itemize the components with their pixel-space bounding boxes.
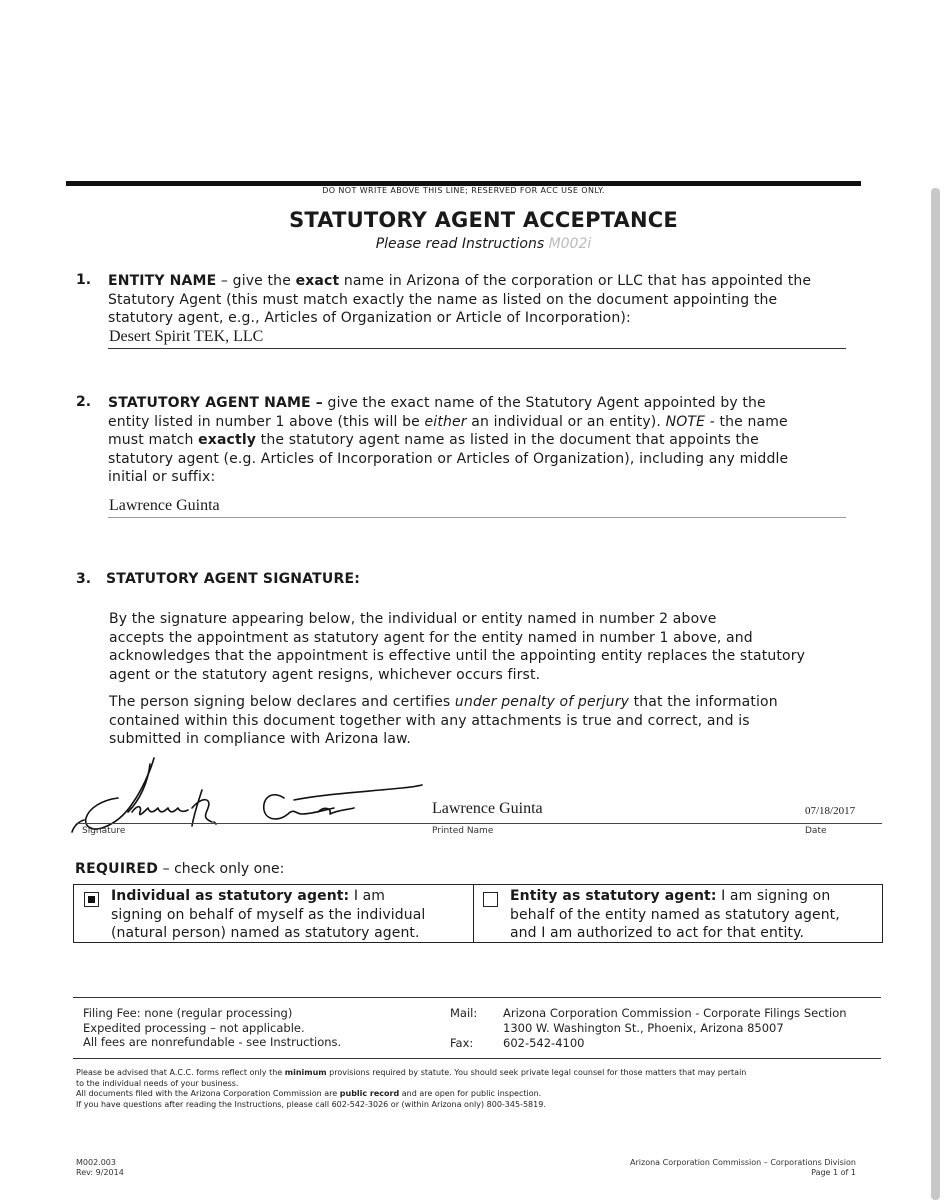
- entity-checkbox[interactable]: [483, 892, 498, 907]
- form-number: M002.003: [76, 1158, 116, 1167]
- agency-name: Arizona Corporation Commission – Corporations Division: [630, 1158, 856, 1167]
- entity-option-title: Entity as statutory agent:: [510, 888, 717, 904]
- fax-label: Fax:: [450, 1036, 474, 1050]
- section-2-text: STATUTORY AGENT NAME – give the exact name of the Statutory Agent appointed by the entity listed in number 1 above (this will be either an individual or an entity). NOTE - the name must match exactly the statutory agent name as listed in the document that appoints the statutory agent (e.g. Articles of Incorporation or Articles of Organization), including any middle initial or suffix:: [108, 395, 789, 485]
- section-1-number: 1.: [76, 272, 92, 288]
- section-2-heading: STATUTORY AGENT NAME –: [108, 395, 323, 411]
- entity-name-line: [108, 348, 846, 349]
- nonrefundable-text: All fees are nonrefundable - see Instructions.: [83, 1035, 342, 1049]
- agent-name-line: [108, 517, 846, 518]
- reserved-line-note: DO NOT WRITE ABOVE THIS LINE; RESERVED FOR ACC USE ONLY.: [322, 186, 605, 195]
- fax-number: 602-542-4100: [503, 1036, 585, 1050]
- agent-name-value: Lawrence Guinta: [109, 497, 220, 514]
- section-2-number: 2.: [76, 394, 92, 410]
- entity-name-value: Desert Spirit TEK, LLC: [109, 328, 264, 345]
- page-title: STATUTORY AGENT ACCEPTANCE: [289, 208, 678, 232]
- scrollbar[interactable]: [931, 188, 940, 1200]
- mail-address: Arizona Corporation Commission - Corporate Filings Section 1300 W. Washington St., Phoenix, Arizona 85007: [503, 1006, 847, 1035]
- individual-option-text: Individual as statutory agent: I am signing on behalf of myself as the individual (natural person) named as statutory agent.: [111, 888, 426, 941]
- date-label: Date: [805, 826, 827, 836]
- page-subtitle: [66, 236, 901, 252]
- section-1-text: ENTITY NAME – give the exact name in Arizona of the corporation or LLC that has appointed the Statutory Agent (this must match exactly the name as listed on the document appointing the statutory agent, e.g., Articles of Organization or Article of Incorporation):: [108, 273, 812, 326]
- entity-option-text: Entity as statutory agent: I am signing on behalf of the entity named as statutory agent, and I am authorized to act for that entity.: [510, 888, 840, 941]
- individual-option-title: Individual as statutory agent:: [111, 888, 350, 904]
- signature-line: [76, 823, 882, 824]
- section-3-paragraph-2: The person signing below declares and certifies under penalty of perjury that the information contained within this document together with any attachments is true and correct, and is submitted in compliance with Arizona law.: [109, 694, 778, 747]
- page-number: Page 1 of 1: [811, 1168, 856, 1177]
- fee-details: [83, 1006, 341, 1050]
- expedited-text: Expedited processing – not applicable.: [83, 1020, 305, 1035]
- section-3-paragraph-1: By the signature appearing below, the individual or entity named in number 2 above accepts the appointment as statutory agent for the entity named in number 1 above, and acknowledges that the appointment is effective until the appointing entity replaces the statutory agent or the statutory agent resigns, whichever occurs first.: [109, 611, 806, 683]
- section-1-heading: ENTITY NAME: [108, 273, 217, 289]
- section-3-heading: STATUTORY AGENT SIGNATURE:: [106, 571, 361, 587]
- filing-fee-text: Filing Fee: none (regular processing): [83, 1006, 293, 1020]
- signature-label: Signature: [82, 826, 126, 836]
- required-heading: REQUIRED: [75, 861, 159, 877]
- subtitle-form-code: M002i: [548, 236, 592, 252]
- individual-checkbox[interactable]: [84, 892, 99, 907]
- mail-label: Mail:: [450, 1006, 478, 1020]
- printed-name-label: Printed Name: [432, 826, 494, 836]
- subtitle-text: Please read Instructions: [375, 236, 545, 252]
- section-3-number: 3.: [76, 571, 92, 587]
- legal-notes: Please be advised that A.C.C. forms reflect only the minimum provisions required by statute. You should seek private legal counsel for those matters that may pertain to the individual needs of your business. All documents filed with the Arizona Corporation Commission are public record and are open for public inspection. If you have questions after reading the Instructions, please call 602-542-3026 or (within Arizona only) 800-345-5819.: [76, 1068, 747, 1109]
- printed-name-value: Lawrence Guinta: [432, 800, 543, 817]
- footer-form-info: [76, 1158, 124, 1178]
- required-label: REQUIRED – check only one:: [75, 861, 285, 877]
- date-value: 07/18/2017: [805, 805, 856, 817]
- revision: Rev: 9/2014: [76, 1168, 124, 1177]
- footer-agency-info: [560, 1158, 856, 1178]
